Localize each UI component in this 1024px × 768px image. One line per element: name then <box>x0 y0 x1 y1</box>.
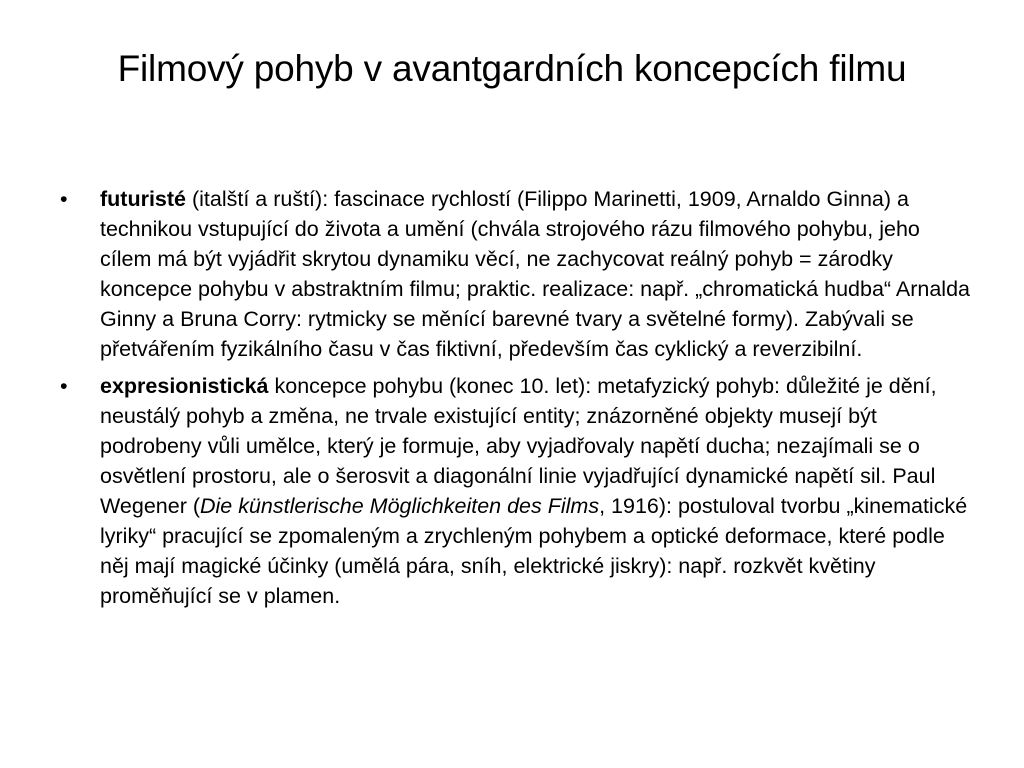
bullet-text: (italští a ruští): fascinace rychlostí (Filippo Marinetti, 1909, Arnaldo Ginna) a technikou vstupující do života a umění (chvála strojového rázu filmového pohybu, jeho cílem má být vyjádřit skrytou dynamiku věcí, ne zachycovat reálný pohyb = zárodky koncepce pohybu v abstraktním filmu; praktic. realizace: např. „chromatická hudba“ Arnalda Ginny a Bruna Corry: rytmicky se měnící barevné tvary a světelné formy). Zabývali se přetvářením fyzikálního času v čas fiktivní, především čas cyklický a reverzibilní. <box>100 187 970 361</box>
bullet-term: futuristé <box>100 187 186 211</box>
work-title: Die künstlerische Möglichkeiten des Films <box>199 494 600 518</box>
bullet-term: expresionistická <box>100 374 269 398</box>
bullet-marker: • <box>60 374 68 398</box>
bullet-text-before: koncepce pohybu (konec 10. let): metafyzický pohyb: důležité je dění, neustálý pohyb a změna, ne trvale existující entity; znázorněné objekty musejí být podrobeny vůli umělce, který je formuje, aby vyjadřovaly napětí ducha; nezajímali se o osvětlení prostoru, ale o šerosvit a diagonální linie vyjadřující dynamické napětí sil. Paul Wegener ( <box>100 374 937 518</box>
bullet-expresionisticka <box>60 371 970 611</box>
bullet-futuriste <box>60 184 970 364</box>
bullet-text-after: , 1916): postuloval tvorbu „kinematické lyriky“ pracující se zpomaleným a zrychleným pohybem a optické deformace, které podle něj mají magické účinky (umělá pára, sníh, elektrické jiskry): např. rozkvět květiny proměňující se v plamen. <box>100 494 968 608</box>
bullet-list <box>60 184 970 618</box>
bullet-marker: • <box>60 187 68 211</box>
slide-title: Filmový pohyb v avantgardních koncepcích filmu <box>117 48 907 89</box>
